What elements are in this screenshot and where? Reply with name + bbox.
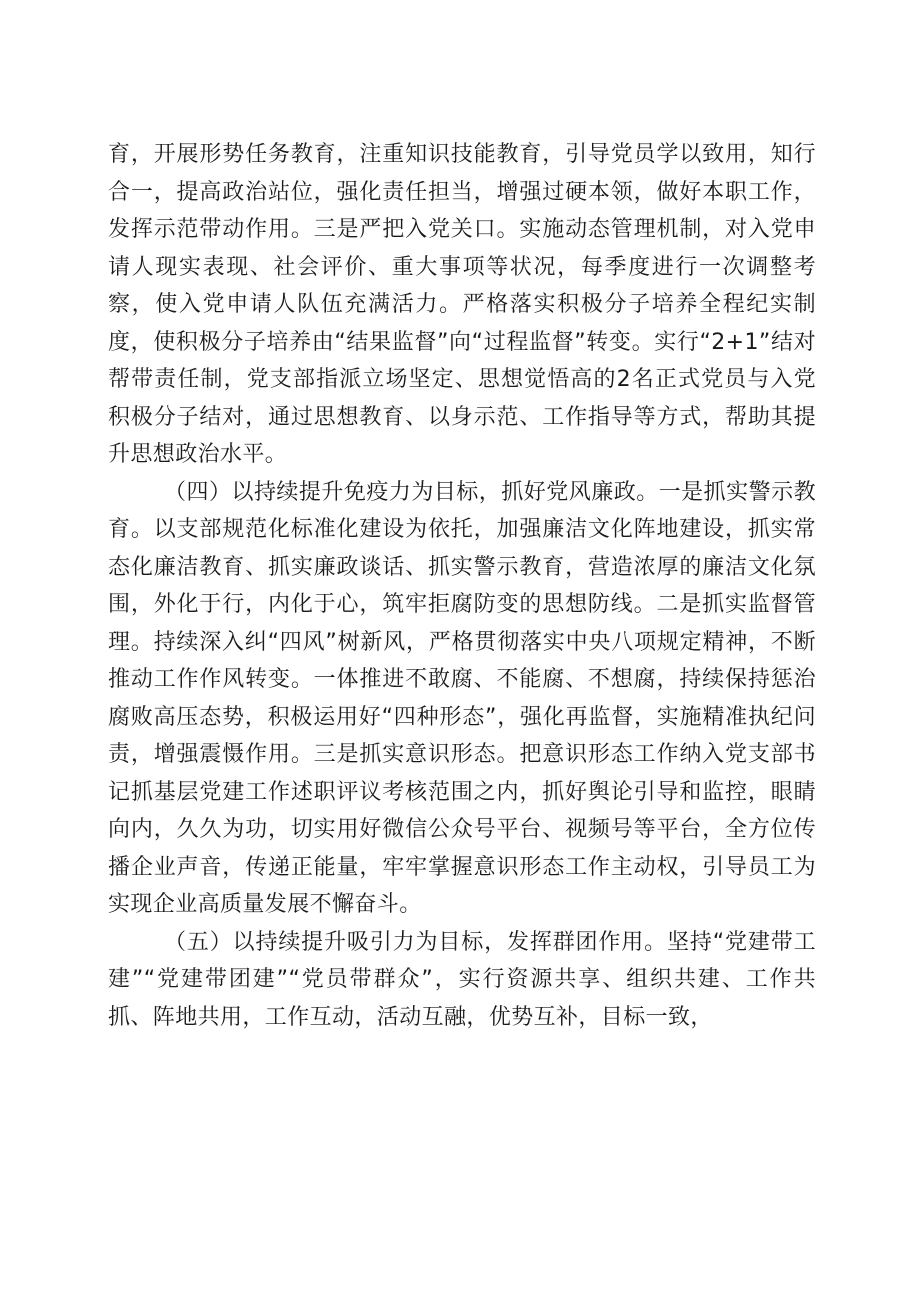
- document-body: [108, 136, 816, 1036]
- paragraph-section-four: （四）以持续提升免疫力为目标，抓好党风廉政。一是抓实警示教育。以支部规范化标准化建设为依托，加强廉洁文化阵地建设，抓实常态化廉洁教育、抓实廉政谈话、抓实警示教育，营造浓厚的廉洁文化氛围，外化于行，内化于心，筑牢拒腐防变的思想防线。二是抓实监督管理。持续深入纠“四风”树新风，严格贯彻落实中央八项规定精神，不断推动工作作风转变。一体推进不敢腐、不能腐、不想腐，持续保持惩治腐败高压态势，积极运用好“四种形态”，强化再监督，实施精准执纪问责，增强震慑作用。三是抓实意识形态。把意识形态工作纳入党支部书记抓基层党建工作述职评议考核范围之内，抓好舆论引导和监控，眼睛向内，久久为功，切实用好微信公众号平台、视频号等平台，全方位传播企业声音，传递正能量，牢牢掌握意识形态工作主动权，引导员工为实现企业高质量发展不懈奋斗。: [108, 479, 816, 917]
- paragraph-continuation: 育，开展形势任务教育，注重知识技能教育，引导党员学以致用，知行合一，提高政治站位，强化责任担当，增强过硬本领，做好本职工作，发挥示范带动作用。三是严把入党关口。实施动态管理机制，对入党申请人现实表现、社会评价、重大事项等状况，每季度进行一次调整考察，使入党申请人队伍充满活力。严格落实积极分子培养全程纪实制度，使积极分子培养由“结果监督”向“过程监督”转变。实行“2+1”结对帮带责任制，党支部指派立场坚定、思想觉悟高的2名正式党员与入党积极分子结对，通过思想教育、以身示范、工作指导等方式，帮助其提升思想政治水平。: [108, 142, 816, 467]
- paragraph-section-five: （五）以持续提升吸引力为目标，发挥群团作用。坚持“党建带工建”“党建带团建”“党员带群众”，实行资源共享、组织共建、工作共抓、阵地共用，工作互动，活动互融，优势互补，目标一致，: [108, 929, 816, 1030]
